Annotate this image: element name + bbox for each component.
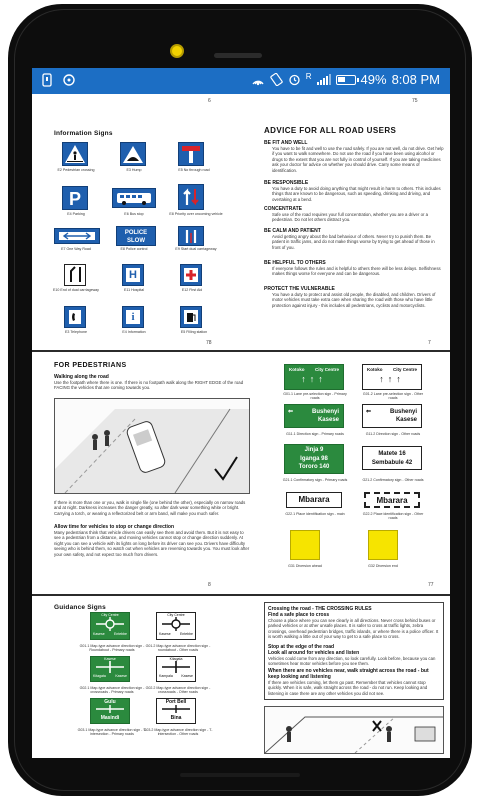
information-signs-title: Information Signs — [54, 130, 113, 137]
hospital-sign-icon — [122, 264, 144, 286]
sign-destination: Sembabule 42 — [371, 460, 413, 466]
sign-destination: Bushenyi — [311, 409, 339, 415]
status-bar — [32, 68, 450, 94]
advice-heading: BE HELPFUL TO OTHERS — [264, 260, 326, 266]
sign-destination: Kitagata — [93, 674, 106, 678]
priority-over-oncoming-sign-icon — [178, 184, 204, 210]
sign-caption: G11.1 Direction sign - Primary roads — [286, 432, 344, 436]
svg-text:P: P — [68, 189, 82, 209]
network-type-label: R — [305, 72, 312, 81]
sign-caption: E12 First Aid — [181, 288, 203, 292]
sign-caption: G21.2 Confirmatory sign - Other roads — [362, 478, 424, 482]
pedestrians-subtitle: Allow time for vehicles to stop or change direction — [54, 524, 175, 530]
sign-caption: E6 Bus stop — [124, 212, 144, 216]
filling-station-sign-icon — [180, 306, 202, 328]
clock-time: 8:08 PM — [391, 72, 440, 87]
map-advance-sign-roundabout-other — [156, 612, 196, 640]
sign-destination: Kasese — [181, 674, 193, 678]
sign-caption: E5 No through road — [178, 168, 210, 172]
place-identification-sign-other: Mbarara — [364, 492, 420, 508]
sign-caption: E9 Start dual carriageway — [175, 247, 217, 251]
sign-caption: E10 End of dual carriageway — [53, 288, 99, 292]
notification-icon — [40, 73, 54, 87]
battery-level — [338, 77, 345, 82]
battery-icon — [336, 75, 356, 85]
sign-caption: E5 Filling station — [180, 330, 208, 334]
place-identification-sign-main: Mbarara — [286, 492, 342, 508]
pedestrians-title: FOR PEDESTRIANS — [54, 362, 127, 369]
first-aid-sign-icon — [180, 264, 202, 286]
crossing-subtitle: Stop at the edge of the road — [268, 644, 335, 650]
sign-caption: G11.2 Direction sign - Other roads — [365, 432, 421, 436]
page-divider — [32, 594, 450, 596]
sign-destination: Iganga 98 — [300, 455, 328, 462]
lane-preselection-sign-other: Kotoko City Centre ↑↑↑ — [362, 364, 422, 390]
crossing-subtitle: Find a safe place to cross — [268, 612, 330, 618]
pedestrians-subtitle: Walking along the road — [54, 374, 109, 380]
page-divider — [32, 350, 450, 352]
sign-destination: Entebbe — [113, 632, 127, 636]
map-advance-sign-roundabout-primary — [90, 612, 130, 640]
diversion-ahead-sign-icon — [290, 530, 320, 560]
crossing-text: If there are vehicles coming, let them go past. Remember that vehicles cannot stop quickly. When it is safe, walk straight across the road - do not run. Keep looking and listening in case there are any other vehicles you did not see. — [268, 680, 428, 696]
confirmatory-sign-other — [362, 446, 422, 470]
sign-caption: G21.1 Confirmatory sign - Primary roads — [282, 478, 348, 482]
rotate-icon — [270, 73, 283, 86]
pedestrians-text: Use the footpath where there is one. If there is no footpath walk along the RIGHT EDGE of the road FACING the vehicles that are coming towards you. — [54, 380, 244, 391]
hump-sign-icon — [120, 142, 146, 166]
map-advance-sign-t-intersection-primary — [90, 698, 130, 724]
advice-heading: CONCENTRATE — [264, 206, 302, 212]
crossing-subtitle: Look all around for vehicles and listen — [268, 650, 360, 656]
screen — [32, 68, 450, 758]
circle-icon — [62, 73, 76, 87]
sign-caption: E4 Parking — [67, 212, 85, 216]
advice-title: ADVICE FOR ALL ROAD USERS — [264, 126, 397, 135]
page-number: 7 — [428, 340, 431, 346]
sign-destination: Port Bell — [165, 699, 187, 705]
front-camera-icon — [170, 44, 184, 58]
pedestrians-text: Many pedestrians think that vehicle drivers can easily see them and avoid them. But it is not easy to see a pedestrian from a distance, and moving vehicles cannot stop or change direction suddenly. At night you can see a vehicle with its lights on long before its driver can see you. Drivers have difficulty seeing who is behind them, so watch out when vehicles are reversing towards you. You must look after your own safety, and not expect too much from drivers. — [54, 530, 250, 557]
document-viewer[interactable] — [32, 94, 450, 758]
earpiece-speaker — [214, 53, 262, 58]
police-sign-line1: POLICE — [124, 230, 148, 236]
sign-caption: E3 Hump — [126, 168, 142, 172]
information-sign-icon — [122, 306, 144, 328]
sign-destination: Jinja 9 — [304, 447, 324, 453]
sign-destination: City Centre — [314, 367, 339, 372]
home-gesture-bar[interactable] — [180, 773, 300, 777]
sign-destination: Bina — [170, 715, 182, 721]
page-number: 8 — [208, 582, 211, 588]
signal-icon — [317, 74, 331, 85]
sign-caption: G31 Diversion ahead — [288, 564, 322, 568]
sign-destination: Kasese — [395, 417, 417, 423]
police-control-sign-icon — [116, 226, 156, 246]
end-dual-carriageway-sign-icon — [64, 264, 86, 286]
advice-heading: BE FIT AND WELL — [264, 140, 308, 146]
sign-destination: Kasese — [317, 417, 339, 423]
information-letter: i — [126, 310, 140, 324]
map-advance-sign-crossroads-primary — [90, 656, 130, 682]
sign-destination: Kasese — [115, 674, 127, 678]
sign-caption: G22.2 Place identification sign - Other roads — [362, 512, 424, 521]
sign-destination: Kasese — [93, 632, 105, 636]
sign-destination: Kotoko — [289, 367, 305, 372]
sign-caption: E3 Telephone — [65, 330, 87, 334]
direction-sign-primary: ⇐ Bushenyi Kasese — [284, 404, 344, 428]
crossing-text: Vehicles could come from any direction, so look carefully. Look before, because you can sometimes hear motor vehicles before you see them. — [268, 656, 436, 667]
hospital-letter: H — [126, 268, 140, 282]
parking-sign-icon — [62, 186, 88, 210]
sign-destination: Kasese — [104, 657, 116, 661]
telephone-sign-icon — [64, 306, 86, 328]
sign-caption: G01.1 Map-type advance direction sign - Roundabout - Primary roads — [79, 644, 145, 653]
sign-destination: Kampala — [159, 674, 173, 678]
diversion-end-sign-icon — [368, 530, 398, 560]
advice-heading: BE RESPONSIBLE — [264, 180, 309, 186]
sign-destination: Entebbe — [179, 632, 193, 636]
sign-destination: Kotoko — [367, 367, 383, 372]
map-advance-sign-t-intersection-other — [156, 698, 196, 724]
sign-caption: G01.1 Lane pre-selection sign - Primary roads — [283, 392, 347, 401]
sign-caption: G02.2 Map-type advance direction sign - crossroads - Other roads — [145, 686, 211, 695]
crossing-illustration — [264, 706, 444, 754]
sign-caption: E7 One Way Road — [61, 247, 91, 251]
sign-destination: Kitagata — [169, 657, 183, 661]
sign-destination: City Centre — [101, 613, 119, 617]
pedestrian-walking-illustration — [54, 398, 250, 494]
advice-text: You have a duty to protect and assist old people, the disabled, and children. Drivers of motor vehicles must take extra care when sharing the road with those who have little protection against injury - this includes all pedestrians, cyclists and motorcyclists. — [272, 292, 436, 308]
page-number: 6 — [208, 98, 211, 104]
sign-caption: G01.2 Map-type advance direction sign - roundabout - Other roads — [145, 644, 211, 653]
sign-caption: G03.1 Map-type advance direction sign - T-intersection - Primary roads — [77, 728, 147, 737]
bus-stop-sign-icon — [112, 188, 156, 208]
sign-caption: E2 Pedestrian crossing — [57, 168, 95, 172]
sign-caption: G01.2 Lane pre-selection sign - Other roads — [362, 392, 424, 401]
advice-text: Safe use of the road requires your full concentration, whether you are a driver or a pedestrian. Do not let others distract you. — [272, 212, 428, 223]
wifi-hotspot-icon — [251, 74, 265, 86]
pedestrians-text: If there is more than one or you, walk in single file (one behind the other), especially on narrow roads and at night. Darkness increases the danger greatly, so after dark wear something white or bright. Carrying a torch, or wearing a reflectorized belt or arm band, will make you much safer. — [54, 500, 246, 516]
police-sign-line2: SLOW — [127, 238, 145, 244]
sign-caption: E4 Information — [122, 330, 146, 334]
sign-destination: Matete 16 — [378, 451, 406, 457]
sign-caption: E8 Police control — [120, 247, 148, 251]
page-number: 75 — [412, 98, 418, 104]
guidance-signs-title: Guidance Signs — [54, 604, 106, 611]
advice-text: You have a duty to avoid doing anything that might result in harm to others. This includes things that are known to be dangerous, such as speeding, drinking and driving, and overtaking at a bend. — [272, 186, 441, 202]
sign-destination: Tororo 140 — [298, 464, 330, 470]
sign-destination: City Centre — [392, 367, 417, 372]
advice-text: Avoid getting angry about the bad behaviour of others. Never try to punish them. Be patient in traffic jams, and do not make things worse by trying to get ahead of those in front of you. — [272, 234, 435, 250]
sign-destination: Gulu — [104, 699, 116, 705]
sign-caption: G03.2 Map-type advance direction sign - T-intersection - Other roads — [143, 728, 213, 737]
pedestrian-crossing-sign-icon — [62, 142, 88, 166]
no-through-road-sign-icon — [178, 142, 204, 166]
sign-caption: E11 Hospital — [123, 288, 145, 292]
confirmatory-sign-primary — [284, 444, 344, 474]
sign-caption: G32 Diversion end — [368, 564, 398, 568]
sign-caption: G02.1 Map-type advance direction sign - crossroads - Primary roads — [79, 686, 145, 695]
start-dual-carriageway-sign-icon — [178, 226, 204, 246]
battery-percent: 49% — [360, 72, 387, 87]
crossing-subtitle: When there are no vehicles near, walk straight across the road - but keep looking and listening — [268, 668, 429, 680]
crossing-title: Crossing the road - THE CROSSING RULES — [268, 606, 372, 612]
sign-caption: G22.1 Place identification sign - main — [285, 512, 345, 516]
page-number: 77 — [428, 582, 434, 588]
page-number: 78 — [206, 340, 212, 346]
map-advance-sign-crossroads-other — [156, 656, 196, 682]
sign-destination: Bushenyi — [389, 409, 417, 415]
advice-heading: PROTECT THE VULNERABLE — [264, 286, 335, 292]
sign-destination: City Centre — [167, 613, 185, 617]
one-way-road-sign-icon — [54, 228, 100, 244]
lane-preselection-sign-primary: Kotoko City Centre ↑↑↑ — [284, 364, 344, 390]
alarm-icon — [288, 73, 301, 86]
sign-caption: E8 Priority over oncoming vehicle — [169, 212, 223, 216]
advice-heading: BE CALM AND PATIENT — [264, 228, 321, 234]
crossing-text: Choose a place where you can see clearly in all directions. Never cross behind buses or parked vehicles or at other unsafe places. It is safer to cross at traffic lights, zebra crossings, overhead pedestrian bridges, traffic islands, or where there is a police officer. It is worth walking a little out of your way to get to a safe place to cross. — [268, 618, 439, 640]
sign-destination: Kasese — [159, 632, 171, 636]
advice-text: If everyone follows the rules and is helpful to others there will be less delays. Selfishness makes things worse for everyone and can be dangerous. — [272, 266, 441, 277]
sign-destination: Masindi — [100, 715, 120, 721]
direction-sign-other: ⇐ Bushenyi Kasese — [362, 404, 422, 428]
advice-text: You have to be fit and well to use the road safely. If you are not well, do not drive. Get help if you want to walk somewhere. Do not use the road if you have been using alcohol or drugs to the extent that you are not fully in control of yourself. If you are taking medicines ask your doctor for advice on whether you should drive. Carry some means of identification. — [272, 146, 444, 173]
